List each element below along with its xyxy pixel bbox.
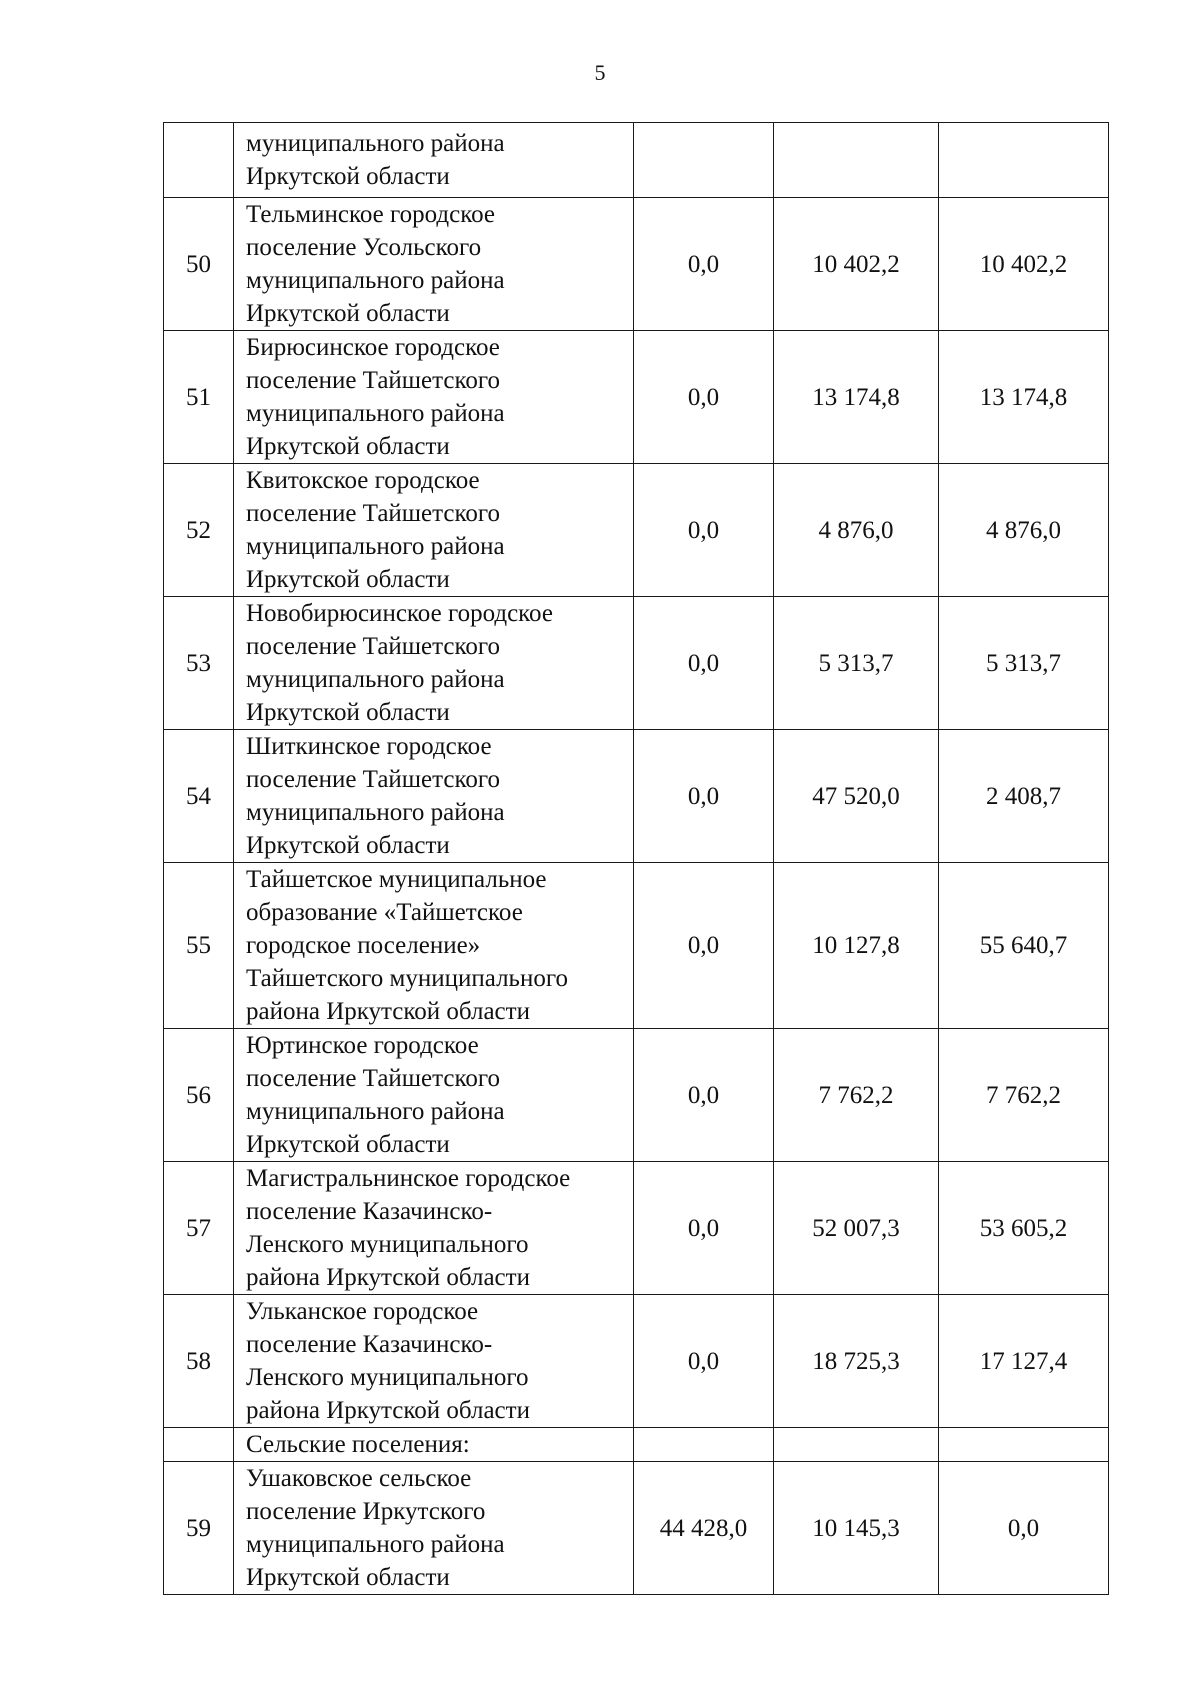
table-row <box>164 123 1109 198</box>
value-col-1: 0,0 <box>634 331 774 464</box>
municipality-name: Тайшетское муниципальное образование «Тайшетское городское поселение» Тайшетского муниципального района Иркутской области <box>246 866 568 1025</box>
row-number: 58 <box>164 1295 234 1428</box>
value-col-3 <box>939 123 1109 198</box>
value-col-3: 53 605,2 <box>939 1162 1109 1295</box>
table-row <box>164 1162 1109 1295</box>
row-number: 52 <box>164 464 234 597</box>
value-col-2 <box>774 123 939 198</box>
value-col-1: 0,0 <box>634 863 774 1029</box>
row-number <box>164 1428 234 1462</box>
value-col-1: 0,0 <box>634 464 774 597</box>
table-row <box>164 464 1109 597</box>
value-col-2: 10 402,2 <box>774 198 939 331</box>
municipality-name: Юртинское городское поселение Тайшетского муниципального района Иркутской области <box>246 1032 505 1158</box>
value-col-1: 44 428,0 <box>634 1462 774 1595</box>
table-row <box>164 863 1109 1029</box>
value-col-2: 10 145,3 <box>774 1462 939 1595</box>
page-number: 5 <box>594 60 606 85</box>
row-number: 55 <box>164 863 234 1029</box>
value-col-1: 0,0 <box>634 1295 774 1428</box>
value-col-2: 13 174,8 <box>774 331 939 464</box>
table-row <box>164 597 1109 730</box>
municipality-name: Тельминское городское поселение Усольского муниципального района Иркутской области <box>246 201 505 327</box>
municipality-name: Ульканское городское поселение Казачинско- Ленского муниципального района Иркутской области <box>246 1298 530 1424</box>
municipality-name: муниципального района Иркутской области <box>246 130 505 190</box>
value-col-3: 5 313,7 <box>939 597 1109 730</box>
value-col-2: 10 127,8 <box>774 863 939 1029</box>
value-col-1: 0,0 <box>634 1029 774 1162</box>
value-col-3: 0,0 <box>939 1462 1109 1595</box>
table-row <box>164 198 1109 331</box>
value-col-2: 4 876,0 <box>774 464 939 597</box>
value-col-1: 0,0 <box>634 597 774 730</box>
value-col-1 <box>634 123 774 198</box>
table-row <box>164 730 1109 863</box>
value-col-3: 17 127,4 <box>939 1295 1109 1428</box>
municipality-name: Магистральнинское городское поселение Казачинско- Ленского муниципального района Иркутской области <box>246 1165 571 1291</box>
table-row <box>164 331 1109 464</box>
row-number: 57 <box>164 1162 234 1295</box>
row-number <box>164 123 234 198</box>
value-col-2: 7 762,2 <box>774 1029 939 1162</box>
row-number: 50 <box>164 198 234 331</box>
row-number: 56 <box>164 1029 234 1162</box>
value-col-3 <box>939 1428 1109 1462</box>
value-col-3: 55 640,7 <box>939 863 1109 1029</box>
section-title: Сельские поселения: <box>246 1431 470 1458</box>
row-number: 51 <box>164 331 234 464</box>
value-col-3: 10 402,2 <box>939 198 1109 331</box>
value-col-3: 4 876,0 <box>939 464 1109 597</box>
row-number: 54 <box>164 730 234 863</box>
municipality-name: Шиткинское городское поселение Тайшетского муниципального района Иркутской области <box>246 733 505 859</box>
value-col-2: 52 007,3 <box>774 1162 939 1295</box>
value-col-1: 0,0 <box>634 1162 774 1295</box>
table-row <box>164 1029 1109 1162</box>
municipality-name: Бирюсинское городское поселение Тайшетского муниципального района Иркутской области <box>246 334 505 460</box>
value-col-1: 0,0 <box>634 198 774 331</box>
table-row <box>164 1295 1109 1428</box>
value-col-2: 47 520,0 <box>774 730 939 863</box>
row-number: 59 <box>164 1462 234 1595</box>
table-row <box>164 1462 1109 1595</box>
value-col-2 <box>774 1428 939 1462</box>
value-col-3: 2 408,7 <box>939 730 1109 863</box>
row-number: 53 <box>164 597 234 730</box>
value-col-2: 5 313,7 <box>774 597 939 730</box>
value-col-3: 13 174,8 <box>939 331 1109 464</box>
value-col-2: 18 725,3 <box>774 1295 939 1428</box>
value-col-1: 0,0 <box>634 730 774 863</box>
municipality-name: Квитокское городское поселение Тайшетского муниципального района Иркутской области <box>246 467 505 593</box>
section-header-row <box>164 1428 1109 1462</box>
budget-table <box>163 122 1109 1595</box>
value-col-3: 7 762,2 <box>939 1029 1109 1162</box>
value-col-1 <box>634 1428 774 1462</box>
municipality-name: Новобирюсинское городское поселение Тайшетского муниципального района Иркутской области <box>246 600 553 726</box>
municipality-name: Ушаковское сельское поселение Иркутского муниципального района Иркутской области <box>246 1465 505 1591</box>
